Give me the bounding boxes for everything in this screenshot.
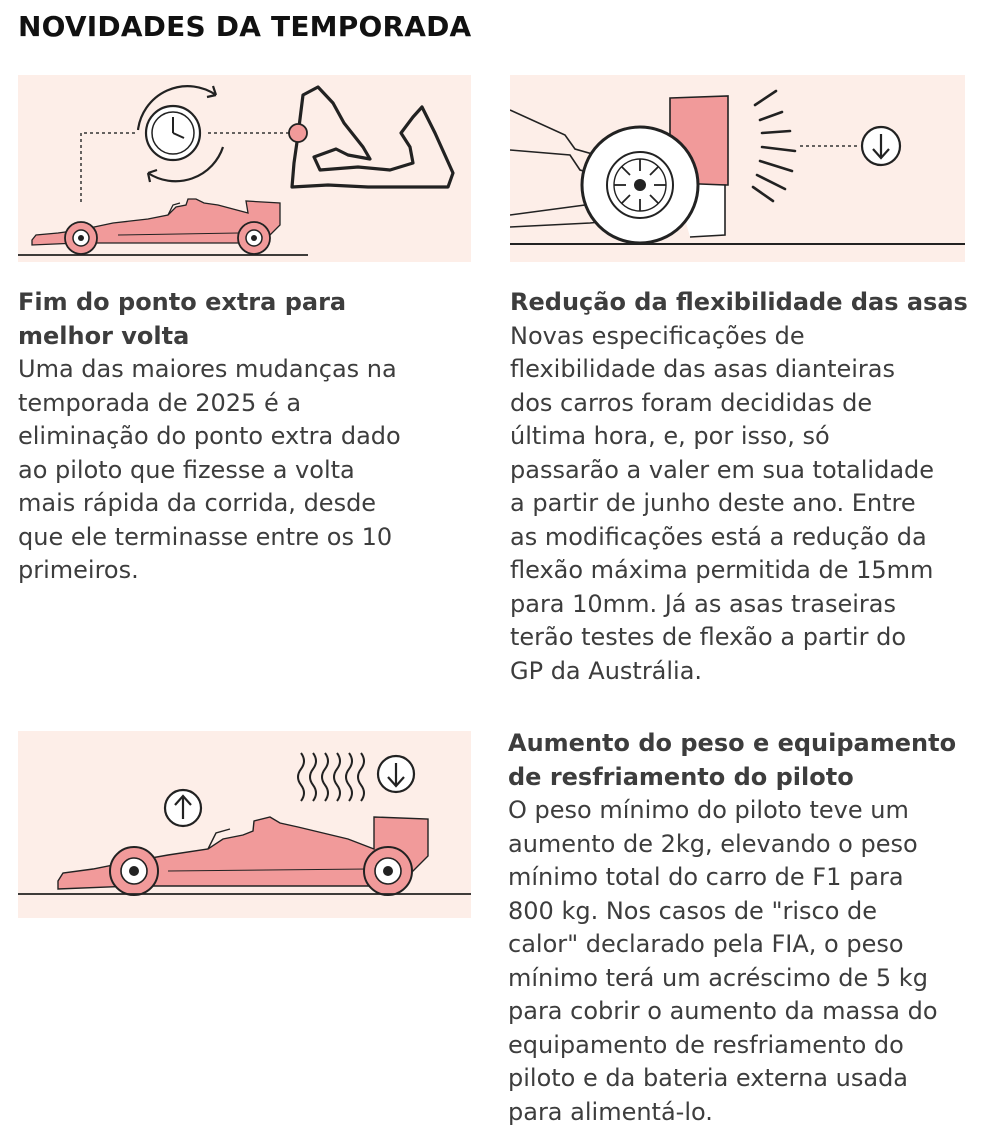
body-line: que ele terminasse entre os 10 — [18, 522, 393, 551]
section-fastest-lap — [18, 286, 488, 588]
section-heading: de resfriamento do piloto — [508, 762, 854, 791]
down-arrow-icon — [862, 127, 900, 165]
flex-lines-icon — [753, 91, 795, 201]
body-line: Novas especificações de — [510, 321, 805, 350]
body-line: terão testes de flexão a partir do — [510, 623, 906, 651]
section-wing-flexibility — [510, 286, 980, 688]
stopwatch-icon — [138, 86, 223, 182]
up-arrow-icon — [165, 790, 201, 826]
track-map-icon — [289, 87, 453, 187]
f1-car-icon — [18, 817, 471, 895]
heat-waves-icon — [298, 753, 364, 801]
body-line: piloto e da bateria externa usada — [508, 1064, 909, 1092]
body-line: mínimo total do carro de F1 para — [508, 863, 904, 891]
body-line: mínimo terá um acréscimo de 5 kg — [508, 963, 928, 992]
body-line: última hora, e, por isso, só — [510, 422, 830, 450]
body-line: para cobrir o aumento da massa do — [508, 997, 938, 1025]
body-line: flexibilidade das asas dianteiras — [510, 355, 896, 383]
body-line: calor" declarado pela FIA, o peso — [508, 930, 904, 958]
body-line: dos carros foram decididas de — [510, 388, 873, 417]
body-line: aumento de 2kg, elevando o peso — [508, 829, 918, 858]
body-line: 800 kg. Nos casos de "risco de — [508, 896, 878, 925]
body-line: ao piloto que fizesse a volta — [18, 455, 355, 484]
body-line: flexão máxima permitida de 15mm — [510, 556, 934, 584]
body-line: para alimentá-lo. — [508, 1097, 713, 1126]
down-arrow-icon — [378, 756, 414, 792]
body-line: para 10mm. Já as asas traseiras — [510, 589, 897, 618]
body-line: passarão a valer em sua totalidade — [510, 455, 935, 484]
body-line: a partir de junho deste ano. Entre — [510, 489, 916, 517]
body-line: primeiros. — [18, 556, 139, 584]
body-line: as modificações está a redução da — [510, 522, 927, 551]
section-heading: Aumento do peso e equipamento — [508, 729, 957, 757]
body-line: mais rápida da corrida, desde — [18, 489, 377, 517]
wing-flexibility-illustration — [510, 75, 965, 262]
section-heading: Fim do ponto extra para — [18, 288, 347, 316]
body-line: Uma das maiores mudanças na — [18, 355, 397, 383]
wheel-icon — [582, 127, 698, 243]
body-line: equipamento de resfriamento do — [508, 1030, 904, 1059]
page-title: NOVIDADES DA TEMPORADA — [18, 10, 472, 43]
body-line: eliminação do ponto extra dado — [18, 422, 401, 450]
body-line: GP da Austrália. — [510, 656, 703, 685]
f1-car-icon — [18, 199, 308, 255]
body-line: O peso mínimo do piloto teve um — [508, 796, 909, 824]
weight-increase-illustration — [18, 731, 471, 918]
section-heading: melhor volta — [18, 321, 190, 350]
section-heading: Redução da flexibilidade das asas — [510, 288, 968, 316]
body-line: temporada de 2025 é a — [18, 388, 302, 417]
fastest-lap-illustration — [18, 75, 471, 262]
section-weight-increase — [508, 727, 978, 1129]
